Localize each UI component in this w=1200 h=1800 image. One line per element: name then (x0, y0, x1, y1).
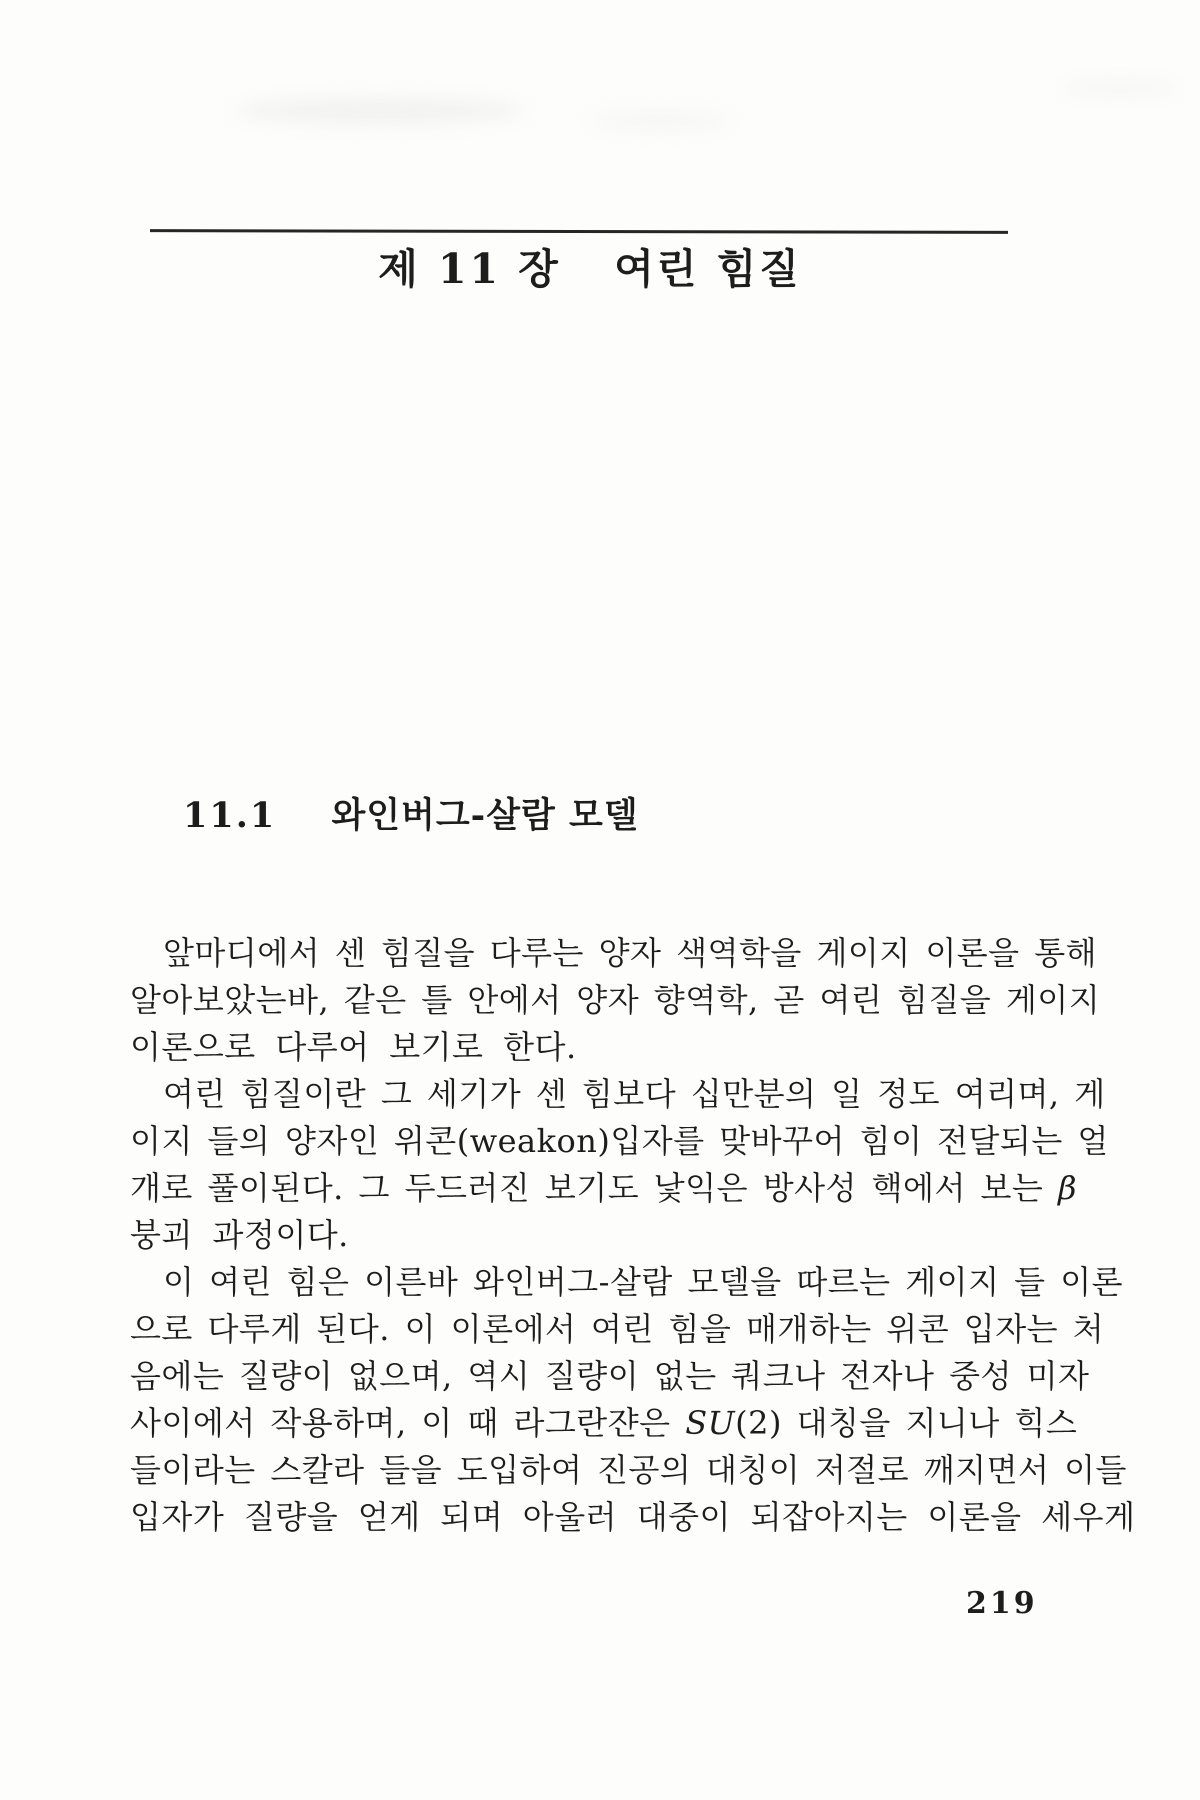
chapter-divider-rule (150, 229, 1008, 234)
paragraph (130, 930, 1101, 1071)
body-text (130, 930, 1136, 1541)
text-line: 이 여린 힘은 이른바 와인버그-살람 모델을 따르는 게이지 들 이론 (163, 1263, 1124, 1301)
chapter-name: 여린 힘질 (614, 245, 802, 293)
page-number: 219 (966, 1586, 1038, 1621)
chapter-number-label: 제 11 장 (378, 245, 561, 293)
scan-smudge (235, 98, 525, 124)
text-line: 입자가 질량을 얻게 되며 아울러 대중이 되잡아지는 이론을 세우게 (130, 1498, 1136, 1536)
section-title: 와인버그-살람 모델 (331, 795, 639, 836)
text-line: 알아보았는바, 같은 틀 안에서 양자 향역학, 곧 여린 힘질을 게이지 (130, 981, 1101, 1019)
text-line: 사이에서 작용하며, 이 때 라그란쟌은 SU(2) 대칭을 지니나 힉스 (130, 1404, 1078, 1442)
paragraph (130, 1259, 1136, 1541)
text-line: 이론으로 다루어 보기로 한다. (130, 1028, 577, 1066)
text-line: 이지 들의 양자인 위콘(weakon)입자를 맞바꾸어 힘이 전달되는 얼 (130, 1122, 1109, 1160)
paragraph (130, 1071, 1109, 1259)
text-line: 으로 다루게 된다. 이 이론에서 여린 힘을 매개하는 위콘 입자는 처 (130, 1310, 1105, 1348)
section-heading (183, 788, 639, 838)
text-line: 붕괴 과정이다. (130, 1216, 349, 1254)
text-line: 여린 힘질이란 그 세기가 센 힘보다 십만분의 일 정도 여리며, 게 (163, 1075, 1106, 1113)
text-line: 음에는 질량이 없으며, 역시 질량이 없는 쿼크나 전자나 중성 미자 (130, 1357, 1090, 1395)
text-line: 앞마디에서 센 힘질을 다루는 양자 색역학을 게이지 이론을 통해 (163, 934, 1098, 972)
chapter-title (160, 246, 1020, 293)
section-number: 11.1 (183, 795, 277, 836)
scan-smudge (590, 112, 730, 130)
scan-smudge (1060, 80, 1180, 96)
text-line: 개로 풀이된다. 그 두드러진 보기도 낯익은 방사성 핵에서 보는 β (130, 1169, 1078, 1207)
text-line: 들이라는 스칼라 들을 도입하여 진공의 대칭이 저절로 깨지면서 이들 (130, 1451, 1127, 1489)
